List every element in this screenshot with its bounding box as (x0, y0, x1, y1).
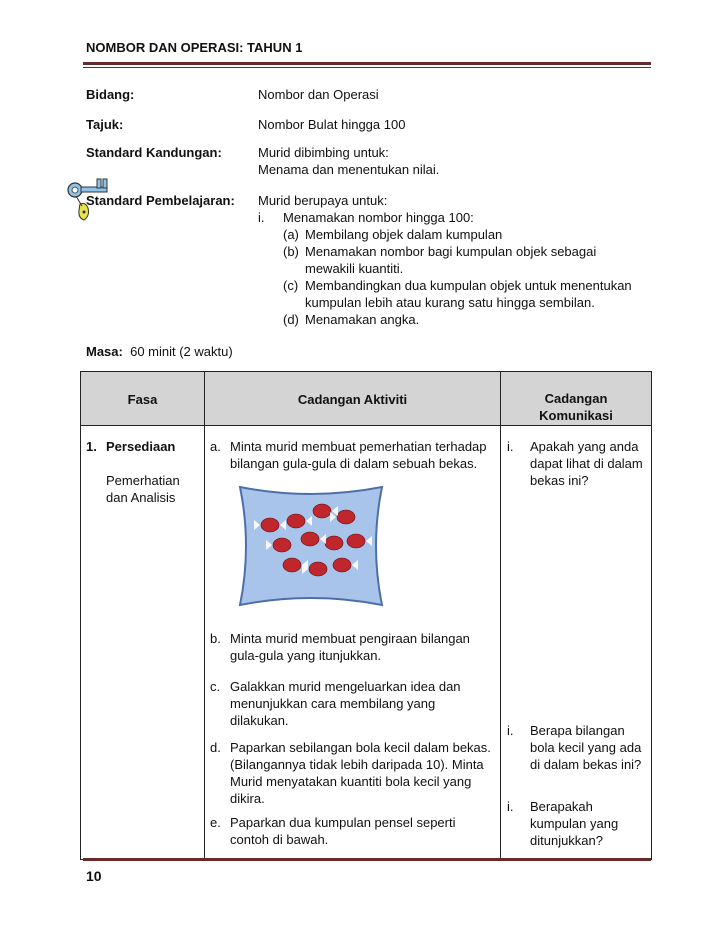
standard-kandungan-line: Murid dibimbing untuk: (258, 145, 389, 160)
th-komunikasi-line1: Cadangan (544, 391, 608, 406)
komunikasi-line: kumpulan yang (530, 816, 619, 831)
sp-item-text: Menamakan nombor hingga 100: (283, 210, 474, 225)
bidang-label: Bidang: (86, 87, 135, 102)
tajuk-label: Tajuk: (86, 117, 124, 132)
komunikasi-marker: i. (507, 799, 514, 814)
standard-kandungan-line: Menama dan menentukan nilai. (258, 162, 440, 177)
sp-subitem-marker: (d) (283, 312, 299, 327)
komunikasi-line: ditunjukkan? (530, 833, 603, 848)
activity-line: contoh di bawah. (230, 832, 329, 847)
activity-line: Paparkan dua kumpulan pensel seperti (230, 815, 456, 830)
candy-jar-image (236, 483, 386, 609)
sp-subitem-marker: (c) (283, 278, 299, 293)
fasa-sub: Pemerhatian (106, 473, 180, 488)
activity-line: Galakkan murid mengeluarkan idea dan (230, 679, 461, 694)
header-rule (83, 62, 651, 65)
sp-subitem-marker: (b) (283, 244, 299, 259)
activity-marker: c. (210, 679, 221, 694)
sp-item-marker: i. (258, 210, 265, 225)
activity-line: Minta murid membuat pemerhatian terhadap (230, 439, 487, 454)
th-komunikasi-line2: Komunikasi (539, 408, 613, 423)
sp-subitem-line: Menamakan angka. (305, 312, 420, 327)
th-fasa: Fasa (127, 392, 158, 407)
standard-pembelajaran-label: Standard Pembelajaran: (86, 193, 235, 208)
sp-subitem-line: Membilang objek dalam kumpulan (305, 227, 503, 242)
th-aktiviti: Cadangan Aktiviti (297, 392, 408, 407)
activity-marker: b. (210, 631, 221, 646)
komunikasi-line: di dalam bekas ini? (530, 757, 642, 772)
komunikasi-marker: i. (507, 439, 514, 454)
komunikasi-marker: i. (507, 723, 514, 738)
sp-subitem-line: kumpulan lebih atau kurang satu hingga sembilan. (305, 295, 595, 310)
standard-kandungan-label: Standard Kandungan: (86, 145, 222, 160)
sp-intro: Murid berupaya untuk: (258, 193, 388, 208)
komunikasi-line: Berapakah (530, 799, 593, 814)
komunikasi-line: bekas ini? (530, 473, 589, 488)
masa-row (86, 343, 233, 360)
table-column-divider (204, 371, 205, 859)
fasa-sub: dan Analisis (106, 490, 176, 505)
activity-line: Minta murid membuat pengiraan bilangan (230, 631, 470, 646)
header-rule-thin (83, 67, 651, 68)
activity-marker: d. (210, 740, 221, 755)
activity-line: Murid menyatakan kuantiti bola kecil yang (230, 774, 472, 789)
table-column-divider (500, 371, 501, 859)
masa-label: Masa: (86, 344, 123, 359)
masa-value: 60 minit (2 waktu) (130, 344, 233, 359)
fasa-name: Persediaan (106, 439, 176, 454)
activity-line: (Bilangannya tidak lebih daripada 10). Minta (230, 757, 484, 772)
bidang-value: Nombor dan Operasi (258, 87, 379, 102)
activity-marker: e. (210, 815, 221, 830)
komunikasi-line: Apakah yang anda (530, 439, 639, 454)
activity-line: gula-gula yang itunjukkan. (230, 648, 382, 663)
sp-subitem-line: mewakili kuantiti. (305, 261, 404, 276)
activity-line: Paparkan sebilangan bola kecil dalam bekas. (230, 740, 491, 755)
activity-line: bilangan gula-gula di dalam sebuah bekas. (230, 456, 478, 471)
sp-subitem-line: Menamakan nombor bagi kumpulan objek sebagai (305, 244, 597, 259)
fasa-number: 1. (86, 439, 97, 454)
sp-subitem-marker: (a) (283, 227, 299, 242)
activity-marker: a. (210, 439, 221, 454)
page-number: 10 (86, 868, 102, 884)
komunikasi-line: dapat lihat di dalam (530, 456, 643, 471)
footer-rule (83, 858, 651, 861)
activity-line: dilakukan. (230, 713, 289, 728)
activity-line: dikira. (230, 791, 265, 806)
sp-subitem-line: Membandingkan dua kumpulan objek untuk menentukan (305, 278, 632, 293)
tajuk-value: Nombor Bulat hingga 100 (258, 117, 406, 132)
page-header-title: NOMBOR DAN OPERASI: TAHUN 1 (86, 40, 303, 55)
komunikasi-line: bola kecil yang ada (530, 740, 642, 755)
activity-line: menunjukkan cara membilang yang (230, 696, 436, 711)
komunikasi-line: Berapa bilangan (530, 723, 625, 738)
